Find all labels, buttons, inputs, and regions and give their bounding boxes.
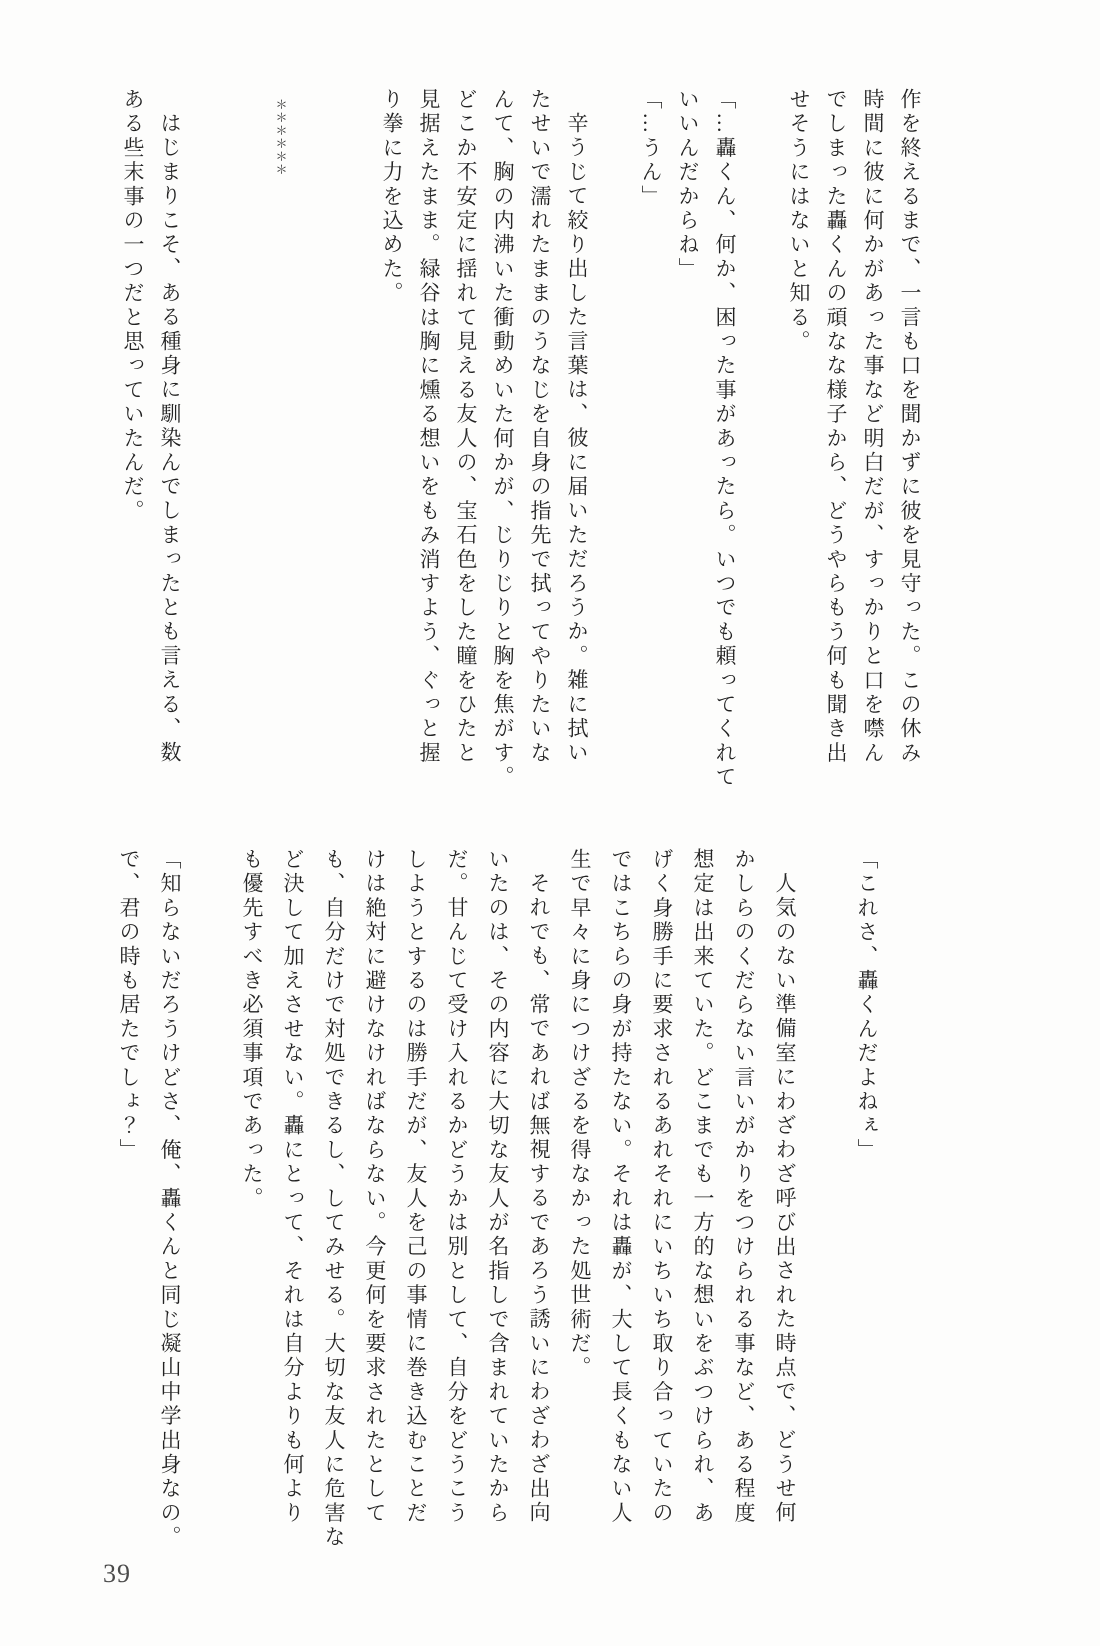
text-line: しようとするのは勝手だが、友人を己の事情に巻き込むことだ	[404, 848, 428, 1526]
blank-line	[225, 88, 262, 785]
text-line: んて、胸の内沸いた衝動めいた何かが、じりじりと胸を焦がす。	[491, 88, 515, 790]
text-line: ある些末事の一つだと思っていたんだ。	[121, 88, 145, 524]
text-line: でしまった轟くんの頑なな様子から、どうやらもう何も聞き出	[824, 88, 848, 766]
top-text-block	[114, 88, 928, 790]
text-line: 辛うじて絞り出した言葉は、彼に届いただろうか。雑に拭い	[565, 112, 589, 766]
text-line: で、君の時も居たでしょ？」	[117, 848, 141, 1163]
text-line: それでも、常であれば無視するであろう誘いにわざわざ出向	[527, 872, 551, 1526]
text-line: 時間に彼に何かがあった事など明白だが、すっかりと口を噤ん	[861, 88, 885, 766]
text-line: 「…うん」	[639, 88, 663, 209]
text-line: かしらのくだらない言いがかりをつけられる事など、ある程度	[732, 848, 756, 1526]
text-line: 想定は出来ていた。どこまでも一方的な想いをぶつけられ、あ	[691, 848, 715, 1526]
text-line: 人気のない準備室にわざわざ呼び出された時点で、どうせ何	[773, 872, 797, 1526]
blank-line	[743, 88, 780, 785]
page-number: 39	[103, 1559, 131, 1588]
text-line: けは絶対に避けなければならない。今更何を要求されたとして	[363, 848, 387, 1526]
text-line: いいんだからね」	[676, 88, 700, 282]
blank-line	[805, 848, 846, 1545]
text-line: も、自分だけで対処できるし、してみせる。大切な友人に危害な	[322, 848, 346, 1550]
blank-line	[336, 88, 373, 785]
text-line: だ。甘んじて受け入れるかどうかは別として、自分をどうこう	[445, 848, 469, 1526]
text-line: 生で早々に身につけざるを得なかった処世術だ。	[568, 848, 592, 1381]
text-line: ではこちらの身が持たない。それは轟が、大して長くもない人	[609, 848, 633, 1526]
text-line: 見据えたまま。緑谷は胸に燻る想いをもみ消すよう、ぐっと握	[417, 88, 441, 766]
text-line: ど決して加えさせない。轟にとって、それは自分よりも何より	[281, 848, 305, 1526]
blank-line	[188, 88, 225, 785]
blank-line	[887, 848, 928, 1545]
text-line: せそうにはないと知る。	[787, 88, 811, 355]
text-line: り拳に力を込めた。	[380, 88, 404, 306]
text-line: いたのは、その内容に大切な友人が名指しで含まれていたから	[486, 848, 510, 1526]
text-line: げく身勝手に要求されるあれそれにいちいち取り合っていたの	[650, 848, 674, 1526]
text-line: 作を終えるまで、一言も口を聞かずに彼を見守った。この休み	[898, 88, 922, 766]
text-line: たせいで濡れたままのうなじを自身の指先で拭ってやりたいな	[528, 88, 552, 766]
text-line: 「…轟くん、何か、困った事があったら。いつでも頼ってくれて	[713, 88, 737, 790]
bottom-text-block	[108, 848, 928, 1550]
blank-line	[190, 848, 231, 1545]
text-line: どこか不安定に揺れて見える友人の、宝石色をした瞳をひたと	[454, 88, 478, 766]
blank-line	[595, 88, 632, 785]
scene-separator: ＊＊＊＊＊＊	[274, 98, 288, 176]
text-line: も優先すべき必須事項であった。	[240, 848, 264, 1211]
text-line: 「これさ、轟くんだよねぇ」	[855, 848, 879, 1163]
blank-line	[299, 88, 336, 785]
text-line: 「知らないだろうけどさ、俺、轟くんと同じ凝山中学出身なの。	[158, 848, 182, 1550]
text-line: はじまりこそ、ある種身に馴染んでしまったとも言える、数	[158, 112, 182, 766]
